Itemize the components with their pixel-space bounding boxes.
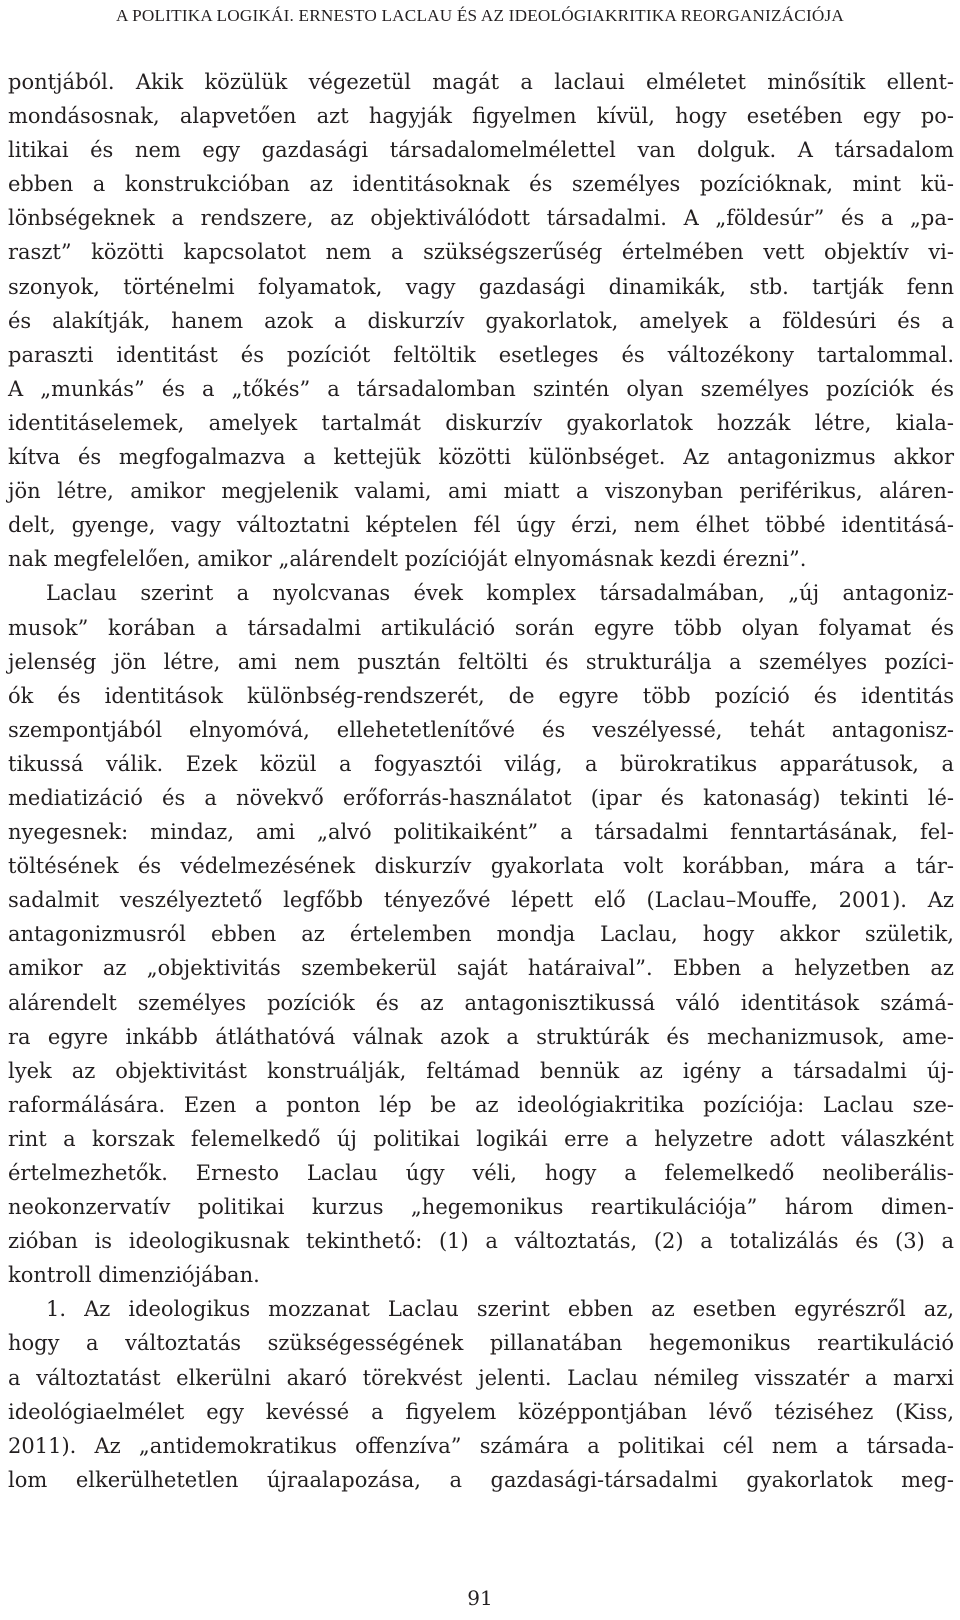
text-line: pontjából. Akik közülük végezetül magát a laclaui elméletet minősítik ellent- bbox=[8, 70, 954, 94]
page-number: 91 bbox=[467, 1586, 493, 1610]
text-line: tikussá válik. Ezek közül a fogyasztói világ, a bürokratikus apparátusok, a bbox=[8, 751, 954, 776]
text-line: jelenség jön létre, ami nem pusztán feltölti és strukturálja a személyes pozíci- bbox=[8, 649, 954, 674]
text-line: amikor az „objektivitás szembekerül saját határaival”. Ebben a helyzetben az bbox=[8, 956, 954, 981]
text-line: paraszti identitást és pozíciót feltöltik esetleges és változékony tartalommal. bbox=[8, 342, 954, 367]
text-line: musok” korában a társadalmi artikuláció során egyre több olyan folyamat és bbox=[8, 615, 954, 640]
text-line: nyegesnek: mindaz, ami „alvó politikaiként” a társadalmi fenntartásának, fel- bbox=[8, 820, 954, 845]
text-line: neokonzervatív politikai kurzus „hegemonikus reartikulációja” három dimen- bbox=[8, 1195, 954, 1220]
text-line: litikai és nem egy gazdasági társadalomelmélettel van dolguk. A társadalom bbox=[8, 138, 954, 163]
text-line: szonyok, történelmi folyamatok, vagy gazdasági dinamikák, stb. tartják fenn bbox=[8, 274, 954, 299]
text-line: értelmezhetők. Ernesto Laclau úgy véli, hogy a felemelkedő neoliberális- bbox=[8, 1161, 954, 1185]
text-line: kontroll dimenziójában. bbox=[8, 1263, 260, 1288]
text-line: ra egyre inkább átláthatóvá válnak azok a struktúrák és mechanizmusok, ame- bbox=[8, 1024, 954, 1049]
text-line: delt, gyenge, vagy változtatni képtelen fél úgy érzi, nem élhet többé identitásá- bbox=[8, 513, 954, 538]
text-line: kítva és megfogalmazva a kettejük közötti különbséget. Az antagonizmus akkor bbox=[8, 445, 954, 470]
text-line: szempontjából elnyomóvá, ellehetetlenítővé és veszélyessé, tehát antagonisz- bbox=[8, 717, 954, 742]
text-line: identitáselemek, amelyek tartalmát diskurzív gyakorlatok hozzák létre, kiala- bbox=[8, 410, 954, 435]
text-line: ideológiaelmélet egy kevéssé a figyelem középpontjában lévő téziséhez (Kiss, bbox=[8, 1399, 954, 1424]
running-head: A POLITIKA LOGIKÁI. ERNESTO LACLAU ÉS AZ IDEOLÓGIAKRITIKA REORGANIZÁCIÓJA bbox=[116, 6, 844, 25]
text-line: rint a korszak felemelkedő új politikai logikái erre a helyzetre adott válaszként bbox=[8, 1126, 954, 1151]
text-line: antagonizmusról ebben az értelemben mondja Laclau, hogy akkor születik, bbox=[8, 922, 954, 947]
text-line: jön létre, amikor megjelenik valami, ami miatt a viszonyban periférikus, aláren- bbox=[8, 479, 954, 504]
text-line: a változtatást elkerülni akaró törekvést jelenti. Laclau némileg visszatér a marxi bbox=[8, 1365, 954, 1390]
text-line: lyek az objektivitást konstruálják, feltámad bennük az igény a társadalmi új- bbox=[8, 1058, 954, 1083]
text-line: raformálására. Ezen a ponton lép be az ideológiakritika pozíciója: Laclau sze- bbox=[8, 1092, 954, 1117]
text-line: 1. Az ideologikus mozzanat Laclau szerint ebben az esetben egyrészről az, bbox=[46, 1297, 954, 1322]
text-line: lom elkerülhetetlen újraalapozása, a gazdasági-társadalmi gyakorlatok meg- bbox=[8, 1467, 954, 1492]
text-line: hogy a változtatás szükségességének pillanatában hegemonikus reartikuláció bbox=[8, 1331, 954, 1356]
text-line: nak megfelelően, amikor „alárendelt pozícióját elnyomásnak kezdi érezni”. bbox=[8, 547, 807, 572]
text-line: és alakítják, hanem azok a diskurzív gyakorlatok, amelyek a földesúri és a bbox=[8, 308, 954, 333]
text-line: ók és identitások különbség-rendszerét, de egyre több pozíció és identitás bbox=[8, 683, 954, 708]
text-line: A „munkás” és a „tőkés” a társadalomban szintén olyan személyes pozíciók és bbox=[8, 376, 954, 401]
text-line: töltésének és védelmezésének diskurzív gyakorlata volt korábban, mára a tár- bbox=[8, 854, 954, 879]
body-text bbox=[8, 65, 954, 1497]
text-line: ebben a konstrukcióban az identitásoknak és személyes pozícióknak, mint kü- bbox=[8, 172, 954, 197]
text-line: sadalmit veszélyeztető legfőbb tényezővé lépett elő (Laclau–Mouffe, 2001). Az bbox=[8, 888, 954, 913]
text-line: mediatizáció és a növekvő erőforrás-használatot (ipar és katonaság) tekinti lé- bbox=[8, 785, 954, 810]
text-line: lönbségeknek a rendszere, az objektiválódott társadalmi. A „földesúr” és a „pa- bbox=[8, 206, 954, 231]
text-line: mondásosnak, alapvetően azt hagyják figyelmen kívül, hogy esetében egy po- bbox=[8, 104, 954, 129]
text-line: zióban is ideologikusnak tekinthető: (1) a változtatás, (2) a totalizálás és (3) a bbox=[8, 1229, 954, 1254]
text-line: 2011). Az „antidemokratikus offenzíva” számára a politikai cél nem a társada- bbox=[8, 1433, 954, 1458]
text-line: alárendelt személyes pozíciók és az antagonisztikussá váló identitások számá- bbox=[8, 990, 954, 1015]
text-line: raszt” közötti kapcsolatot nem a szükségszerűség értelmében vett objektív vi- bbox=[8, 240, 954, 265]
text-line: Laclau szerint a nyolcvanas évek komplex társadalmában, „új antagoniz- bbox=[46, 581, 954, 606]
